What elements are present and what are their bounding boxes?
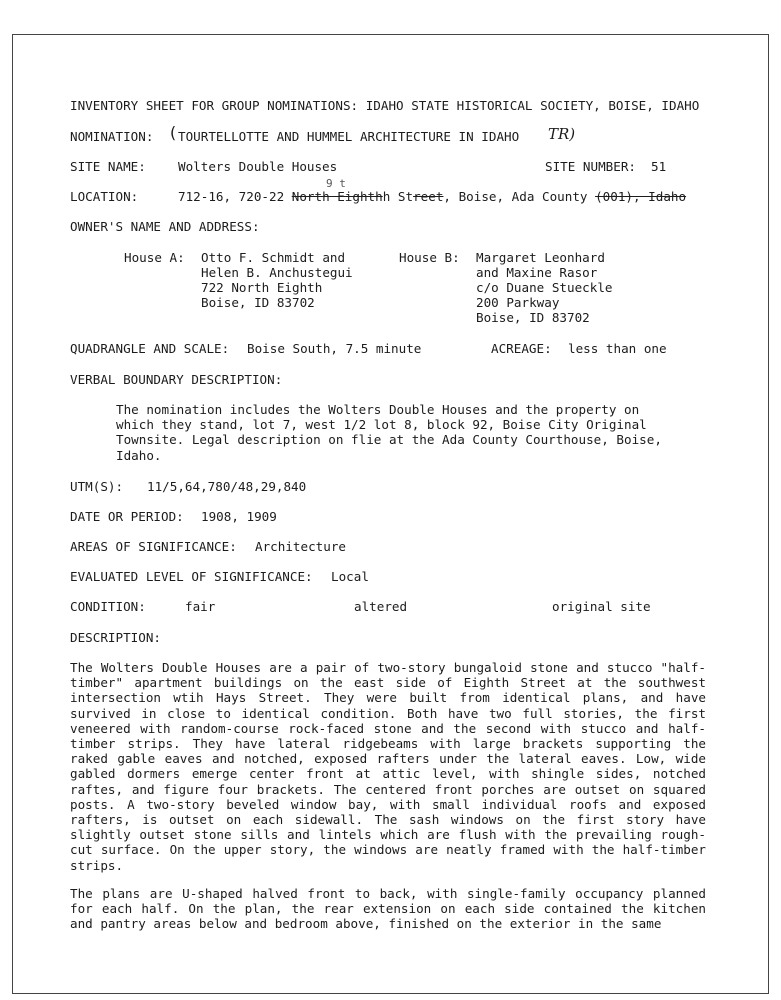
date-label: DATE OR PERIOD: — [70, 509, 184, 524]
form-header: INVENTORY SHEET FOR GROUP NOMINATIONS: IDAHO STATE HISTORICAL SOCIETY, BOISE, IDAHO — [70, 98, 700, 113]
house-b-line: c/o Duane Stueckle — [476, 280, 613, 295]
nomination-open-paren: ( — [168, 123, 178, 142]
house-a-line: Otto F. Schmidt and — [201, 250, 346, 265]
description-paragraph-2: The plans are U-shaped halved front to back, with single-family occupancy planned for each half. On the plan, the rear extension on each side contained the kitchen and pantry areas below and bedroom above, finished on the exterior in the same — [70, 886, 706, 932]
nomination-handwritten-note: TR) — [548, 125, 576, 143]
condition-fair: fair — [185, 599, 216, 614]
location-label: LOCATION: — [70, 189, 139, 204]
page-border-right — [768, 34, 769, 994]
condition-original-site: original site — [552, 599, 651, 614]
owners-label: OWNER'S NAME AND ADDRESS: — [70, 219, 260, 234]
page-border-left — [12, 34, 13, 994]
house-b-line: Boise, ID 83702 — [476, 310, 590, 325]
location-handwritten-mark: 9 t — [326, 177, 346, 190]
location-strike-reet: reet — [413, 189, 444, 204]
utm-value: 11/5,64,780/48,29,840 — [147, 479, 307, 494]
house-a-label: House A: — [124, 250, 185, 265]
site-name-label: SITE NAME: — [70, 159, 146, 174]
location-strike-county: (001), Idaho — [595, 189, 687, 204]
description-label: DESCRIPTION: — [70, 630, 161, 645]
evaluated-value: Local — [331, 569, 369, 584]
house-a-line: Boise, ID 83702 — [201, 295, 315, 310]
utm-label: UTM(S): — [70, 479, 124, 494]
acreage-label: ACREAGE: — [491, 341, 552, 356]
page-border-top — [12, 34, 769, 35]
boundary-text: The nomination includes the Wolters Double Houses and the property on which they stand, lot 7, west 1/2 lot 8, block 92, Boise City Original Townsite. Legal description on flie at the Ada County Courthouse, Boise, Idaho. — [116, 402, 662, 463]
house-b-line: and Maxine Rasor — [476, 265, 598, 280]
house-a-line: Helen B. Anchustegui — [201, 265, 353, 280]
boundary-label: VERBAL BOUNDARY DESCRIPTION: — [70, 372, 283, 387]
site-number-label: SITE NUMBER: — [545, 159, 636, 174]
evaluated-label: EVALUATED LEVEL OF SIGNIFICANCE: — [70, 569, 313, 584]
house-b-label: House B: — [399, 250, 460, 265]
house-b-line: Margaret Leonhard — [476, 250, 605, 265]
description-paragraph-1: The Wolters Double Houses are a pair of two-story bungaloid stone and stucco "half-timber" apartment buildings on the east side of Eighth Street at the southwest intersection wtih Hays Street. They were built from identical plans, and have survived in close to identical condition. Both have two full stories, the first veneered with random-course rock-faced stone and the second with stucco and half-timber strips. They have lateral ridgebeams with large brackets supporting the raked gable eaves and notched, exposed rafters under the lateral eaves. Low, wide gabled dormers emerge center front at attic level, with shingle sides, notched raftes, and figure four brackets. The centered front porches are outset on squared posts. A two-story beveled window bay, with small individual roofs and exposed rafters, is outset on each sidewall. The sash windows on the first story have slightly outset stone sills and lintels which are flush with the prevailing rough-cut surface. On the upper story, the windows are neatly framed with the half-timber strips. — [70, 660, 706, 873]
nomination-label: NOMINATION: — [70, 129, 154, 144]
page-border-bottom — [12, 993, 769, 994]
site-number: 51 — [651, 159, 667, 174]
site-name: Wolters Double Houses — [178, 159, 338, 174]
condition-altered: altered — [354, 599, 408, 614]
condition-label: CONDITION: — [70, 599, 146, 614]
areas-label: AREAS OF SIGNIFICANCE: — [70, 539, 237, 554]
quadrangle-label: QUADRANGLE AND SCALE: — [70, 341, 230, 356]
date-value: 1908, 1909 — [201, 509, 277, 524]
house-a-line: 722 North Eighth — [201, 280, 323, 295]
location-value: 712-16, 720-22 North Eighthh Street, Boise, Ada County (001), Idaho — [178, 189, 687, 204]
house-b-line: 200 Parkway — [476, 295, 560, 310]
areas-value: Architecture — [255, 539, 346, 554]
acreage-value: less than one — [568, 341, 667, 356]
nomination-value: TOURTELLOTTE AND HUMMEL ARCHITECTURE IN IDAHO — [178, 129, 520, 144]
quadrangle-value: Boise South, 7.5 minute — [247, 341, 422, 356]
location-strike-street: North Eighth — [291, 189, 383, 204]
